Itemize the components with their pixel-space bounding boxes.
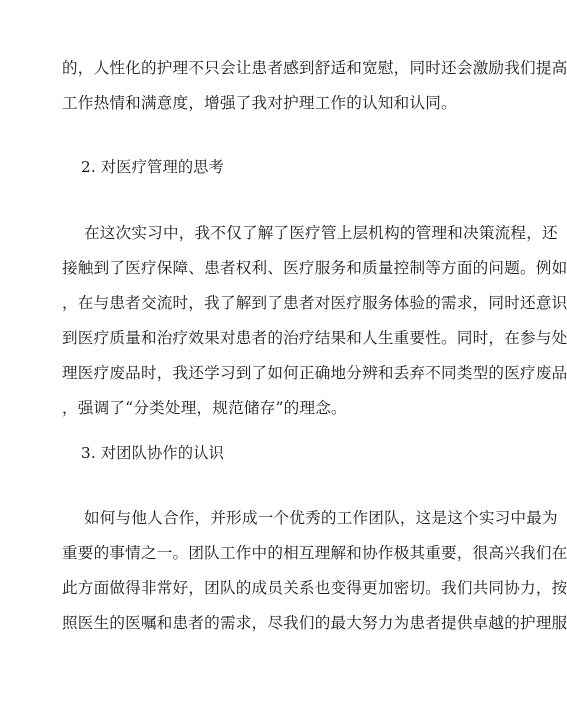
paragraph-line: 接触到了医疗保障、患者权利、医疗服务和质量控制等方面的问题。例如 (62, 259, 567, 277)
paragraph-line: 重要的事情之一。团队工作中的相互理解和协作极其重要，很高兴我们在 (62, 544, 567, 562)
paragraph-line: 理医疗废品时，我还学习到了如何正确地分辨和丢弃不同类型的医疗废品 (62, 364, 567, 382)
paragraph-line: 到医疗质量和治疗效果对患者的治疗结果和人生重要性。同时，在参与处 (62, 329, 567, 347)
section-heading-2: 2. 对医疗管理的思考 (81, 158, 225, 176)
paragraph-line: 在这次实习中，我不仅了解了医疗管上层机构的管理和决策流程，还 (84, 224, 558, 242)
paragraph-line: 照医生的医嘱和患者的需求，尽我们的最大努力为患者提供卓越的护理服 (62, 614, 567, 632)
section-heading-3: 3. 对团队协作的认识 (81, 444, 225, 462)
paragraph-line: 此方面做得非常好，团队的成员关系也变得更加密切。我们共同协力，按 (62, 579, 567, 597)
paragraph-line: 的，人性化的护理不只会让患者感到舒适和宽慰，同时还会激励我们提高 (62, 59, 567, 77)
paragraph-line: 如何与他人合作，并形成一个优秀的工作团队，这是这个实习中最为 (84, 509, 558, 527)
paragraph-line: ，强调了“分类处理，规范储存”的理念。 (62, 399, 347, 417)
paragraph-line: ，在与患者交流时，我了解到了患者对医疗服务体验的需求，同时还意识 (62, 294, 567, 312)
paragraph-line: 工作热情和满意度，增强了我对护理工作的认知和认同。 (62, 94, 457, 112)
